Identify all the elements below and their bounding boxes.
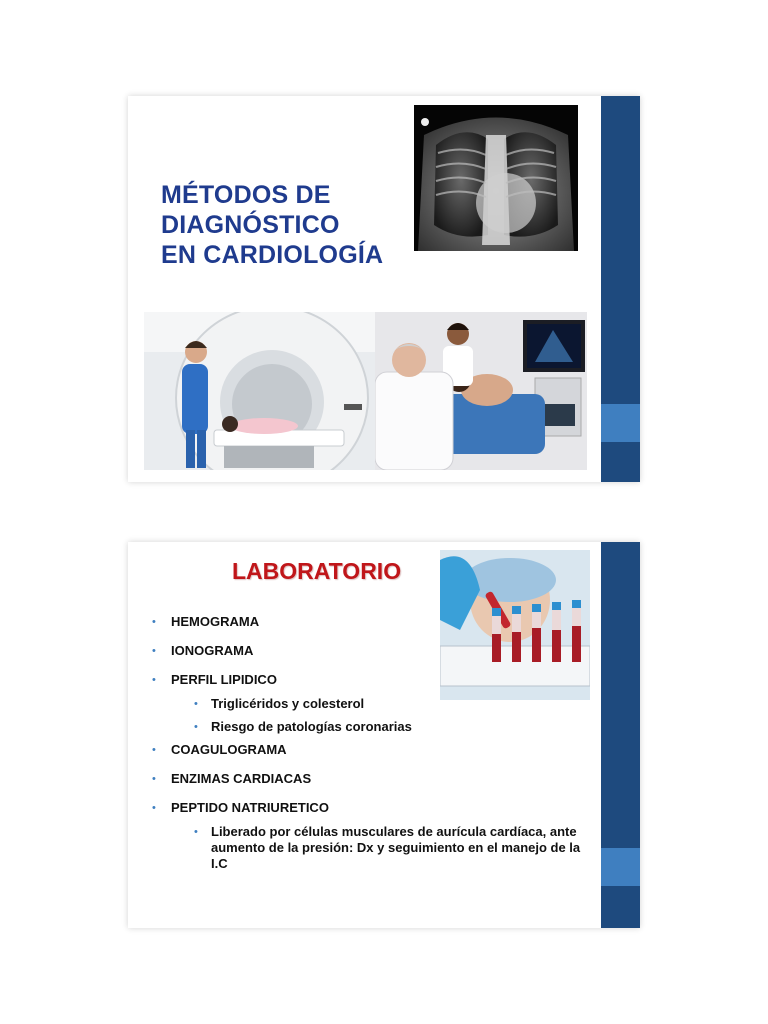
sub-bullet-list bbox=[171, 696, 588, 735]
sub-bullet-item bbox=[191, 824, 588, 872]
bullet-text: PERFIL LIPIDICO bbox=[171, 672, 277, 687]
bullet-item bbox=[148, 742, 588, 758]
sub-bullet-list bbox=[171, 824, 588, 872]
bullet-list bbox=[148, 614, 588, 879]
bullet-text: IONOGRAMA bbox=[171, 643, 254, 658]
bullet-text: COAGULOGRAMA bbox=[171, 742, 287, 757]
title-line: DIAGNÓSTICO bbox=[161, 211, 340, 239]
sub-bullet-text: Riesgo de patologías coronarias bbox=[211, 719, 412, 734]
bullet-item bbox=[148, 672, 588, 735]
bullet-marker: • bbox=[152, 802, 156, 814]
title-line: EN CARDIOLOGÍA bbox=[161, 241, 384, 269]
bullet-marker: • bbox=[152, 674, 156, 686]
bullet-item bbox=[148, 643, 588, 659]
sub-bullet-item bbox=[191, 696, 588, 712]
slide-2 bbox=[128, 542, 640, 928]
sidebar-accent bbox=[601, 848, 640, 886]
bullet-marker: • bbox=[152, 616, 156, 628]
bullet-item bbox=[148, 614, 588, 630]
sub-bullet-text: Triglicéridos y colesterol bbox=[211, 696, 365, 711]
chest-xray-image bbox=[414, 105, 578, 251]
bullet-marker: • bbox=[194, 721, 198, 733]
slide-sidebar bbox=[601, 542, 640, 928]
bullet-text: PEPTIDO NATRIURETICO bbox=[171, 800, 329, 815]
bullet-marker: • bbox=[194, 826, 198, 838]
mri-scanner-image bbox=[144, 312, 375, 470]
title-line: MÉTODOS DE bbox=[161, 181, 331, 209]
bullet-text: HEMOGRAMA bbox=[171, 614, 260, 629]
slide-title bbox=[161, 180, 383, 270]
bullet-marker: • bbox=[194, 698, 198, 710]
bullet-marker: • bbox=[152, 744, 156, 756]
echocardiogram-image bbox=[375, 312, 587, 470]
slide-1 bbox=[128, 96, 640, 482]
slide-sidebar bbox=[601, 96, 640, 482]
bullet-marker: • bbox=[152, 773, 156, 785]
sub-bullet-text: Liberado por células musculares de aurícula cardíaca, ante aumento de la presión: Dx y seguimiento en el manejo de la I.C bbox=[211, 824, 581, 871]
sub-bullet-item bbox=[191, 719, 588, 735]
bullet-marker: • bbox=[152, 645, 156, 657]
slide-title: LABORATORIO bbox=[232, 558, 402, 584]
bullet-text: ENZIMAS CARDIACAS bbox=[171, 771, 312, 786]
bullet-item bbox=[148, 800, 588, 872]
sidebar-accent bbox=[601, 404, 640, 442]
bullet-item bbox=[148, 771, 588, 787]
